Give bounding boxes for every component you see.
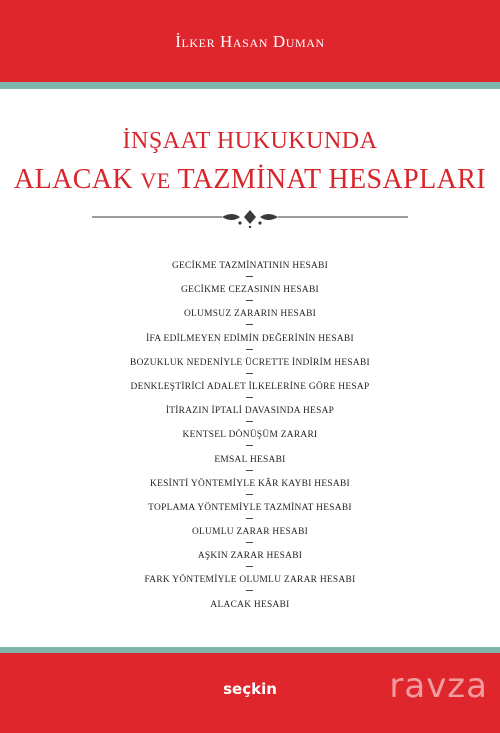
topic-item: OLUMSUZ ZARARIN HESABI <box>0 308 500 332</box>
topic-list <box>0 260 500 623</box>
separator-dash <box>246 566 253 567</box>
topic-item: EMSAL HESABI <box>0 454 500 478</box>
separator-dash <box>246 276 253 277</box>
topic-item: ALACAK HESABI <box>210 599 290 610</box>
separator-dash <box>246 518 253 519</box>
title-word-tazminat: TAZMİNAT HESAPLARI <box>177 164 487 195</box>
topic-item: KENTSEL DÖNÜŞÜM ZARARI <box>0 429 500 453</box>
topic-item: FARK YÖNTEMİYLE OLUMLU ZARAR HESABI <box>0 574 500 598</box>
separator-dash <box>246 590 253 591</box>
separator-dash <box>246 470 253 471</box>
topic-item: DENKLEŞTİRİCİ ADALET İLKELERİNE GÖRE HESAP <box>0 381 500 405</box>
separator-dash <box>246 542 253 543</box>
separator-dash <box>246 373 253 374</box>
book-title-line-2 <box>0 164 500 196</box>
book-title-line-1: İNŞAAT HUKUKUNDA <box>122 128 378 154</box>
ornament-divider-icon <box>92 208 408 228</box>
separator-dash <box>246 421 253 422</box>
watermark: ravza <box>389 666 488 706</box>
separator-dash <box>246 494 253 495</box>
top-teal-stripe <box>0 82 500 89</box>
title-word-ve: VE <box>140 168 171 193</box>
topic-item: TOPLAMA YÖNTEMİYLE TAZMİNAT HESABI <box>0 502 500 526</box>
separator-dash <box>246 445 253 446</box>
separator-dash <box>246 349 253 350</box>
title-word-alacak: ALACAK <box>13 164 134 195</box>
topic-item: KESİNTİ YÖNTEMİYLE KÂR KAYBI HESABI <box>0 478 500 502</box>
topic-item: BOZUKLUK NEDENİYLE ÜCRETTE İNDİRİM HESABI <box>0 357 500 381</box>
publisher-logo: seçkin <box>223 680 277 698</box>
separator-dash <box>246 324 253 325</box>
author-name: İlker Hasan Duman <box>175 32 325 51</box>
topic-item: OLUMLU ZARAR HESABI <box>0 526 500 550</box>
separator-dash <box>246 300 253 301</box>
separator-dash <box>246 397 253 398</box>
topic-item: İFA EDİLMEYEN EDİMİN DEĞERİNİN HESABI <box>0 333 500 357</box>
topic-item: AŞKIN ZARAR HESABI <box>0 550 500 574</box>
topic-item: GECİKME TAZMİNATININ HESABI <box>0 260 500 284</box>
topic-item: GECİKME CEZASININ HESABI <box>0 284 500 308</box>
topic-item: İTİRAZIN İPTALİ DAVASINDA HESAP <box>0 405 500 429</box>
